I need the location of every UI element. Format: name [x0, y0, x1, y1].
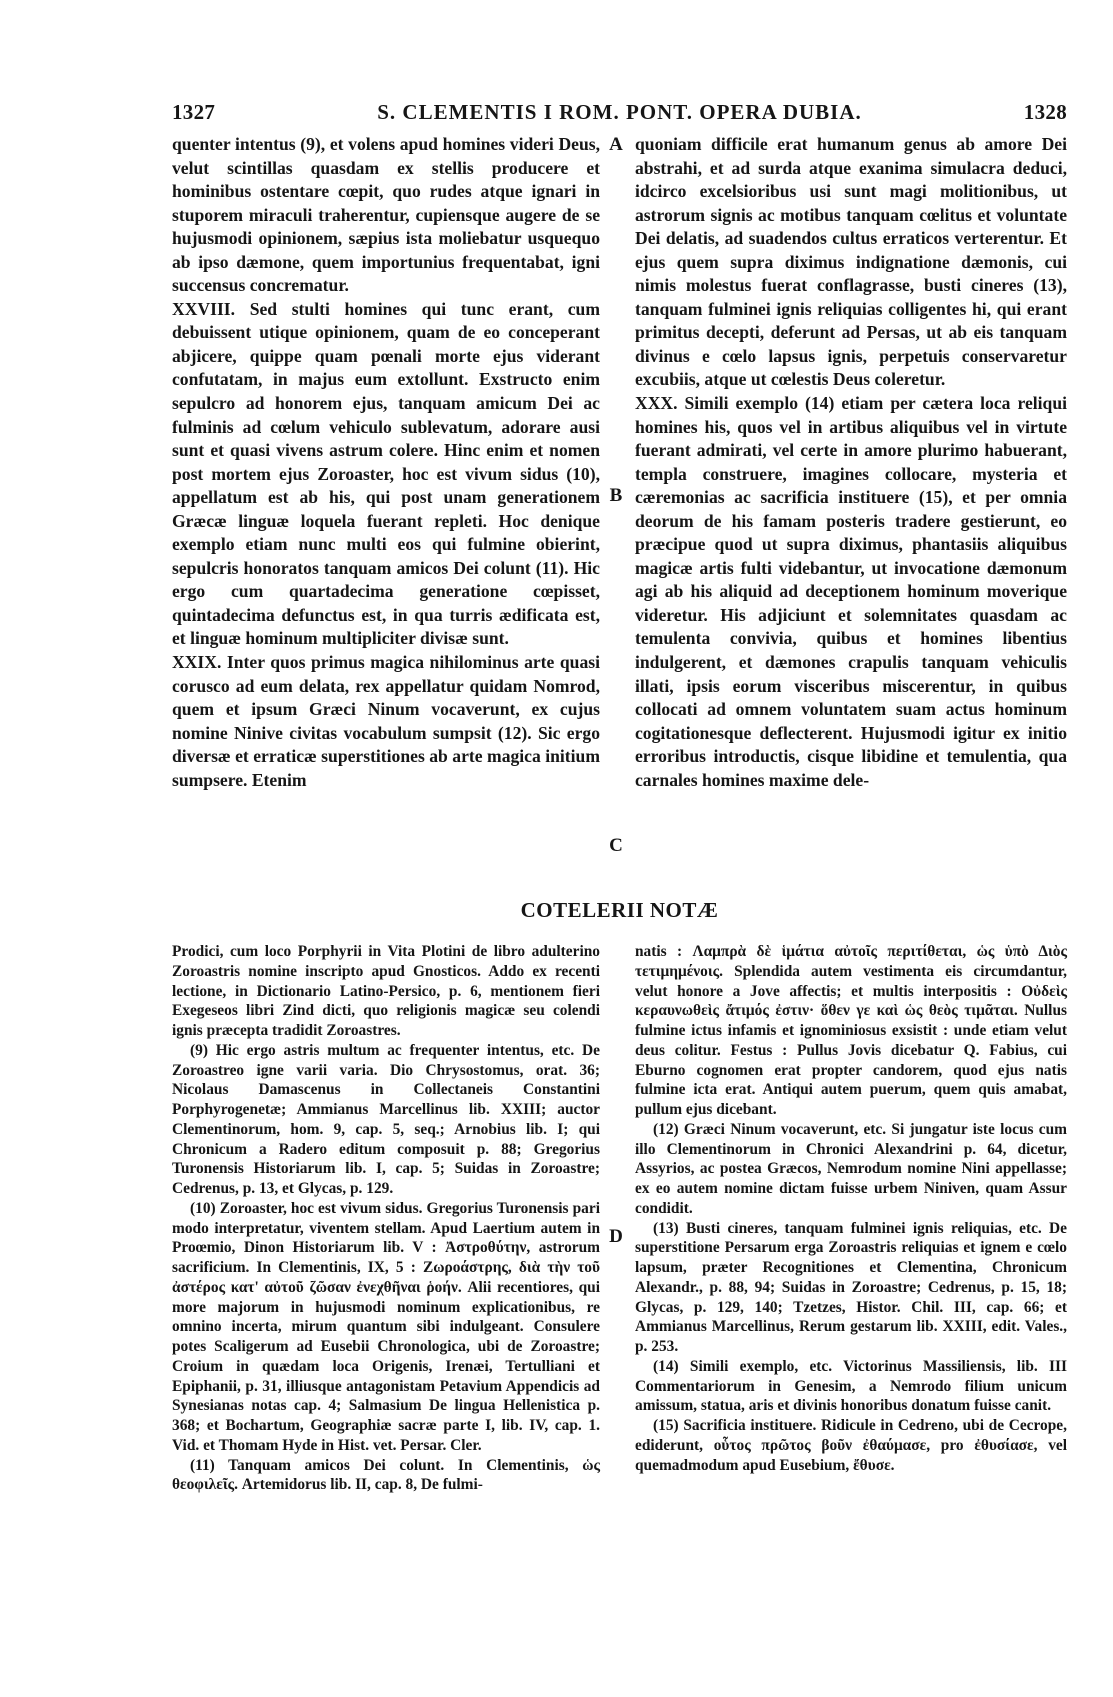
page-number-left: 1327	[172, 100, 216, 124]
note-9: (9) Hic ergo astris multum ac frequenter intentus, etc. De Zoroastreo igne varii varia. Dio Chrysostomus, orat. 36; Nicolaus Damascenus in Collectaneis Constantini Porphyrogenetæ; Ammianus Marcellinus lib. XXIII; auctor Clementinorum, hom. 9, cap. 5, seq.; Arnobius lib. I; qui Chronicum a Radero editum composuit p. 88; Gregorius Turonensis Historiarum lib. I, cap. 5; Suidas in Zoroastre; Cedrenus, p. 13, et Glycas, p. 129.	[172, 1041, 600, 1197]
note-15: (15) Sacrificia instituere. Ridicule in Cedreno, ubi de Cecrope, ediderunt, οὗτος πρῶτος βοῦν ἐθαύμασε, pro ἐθυσίασε, vel quemadmodum apud Eusebium, ἔθυσε.	[635, 1417, 1067, 1474]
notes-right-column	[635, 942, 1067, 1475]
paragraph-xxviii: XXVIII. Sed stulti homines qui tunc erant, cum debuissent utique opinionem, quam de eo conceperant abjicere, quippe quam pœnali morte ejus viderant confutatam, in majus eum extollunt. Exstructo enim sepulcro ad honorem ejus, tanquam amicum Dei ac fulminis ad cœlum vehiculo sublevatum, adorare ausi sunt et quasi vivens astrum colere. Hinc enim et nomen post mortem ejus Zoroaster, hoc est vivum sidus (10), appellatum est ab his, qui post unam generationem Græcæ linguæ loquela fuerant repleti. Hoc denique exemplo etiam nunc multi eos qui fulmine obierint, sepulcris honoratos tanquam amicos Dei colunt (11). Hic ergo cum quartadecima generatione cœpisset, quintadecima defunctus est, in qua turris ædificata est, et linguæ hominum multipliciter divisæ sunt.	[172, 298, 600, 649]
paragraph: quenter intentus (9), et volens apud homines videri Deus, velut scintillas quasdam ex stellis producere et hominibus ostentare cœpit, quo rudes atque ignari in stuporem miraculi traherentur, cupiensque augere de se hujusmodi opinionem, sæpius ista moliebatur usquequo ab ipso dæmone, quem importunius frequentabat, igni succensus concrematur.	[172, 134, 600, 296]
note-continuation: Prodici, cum loco Porphyrii in Vita Plotini de libro adulterino Zoroastris nomine inscripto apud Gnosticos. Addo ex recenti lectione, in Dictionario Latino-Persico, p. 6, mentionem fieri Exegeseos libri Zind dicti, quo religionis magicæ seu colendi ignis præcepta tradidit Zoroastres.	[172, 943, 600, 1039]
page-number-right: 1328	[1023, 100, 1067, 124]
notes-left-column	[172, 942, 600, 1495]
note-11-continuation: natis : Λαμπρὰ δὲ ἱμάτια αὐτοῖς περιτίθεται, ὡς ὑπὸ Διὸς τετιμημένοις. Splendida autem vestimenta eis circumdantur, velut honore a Jove affectis; et multis interpositis : Οὐδεὶς κεραυνωθεὶς ἄτιμός ἐστιν· ὅθεν γε καὶ ὡς θεὸς τιμᾶται. Nullus fulmine ictus infamis et ignominiosus exsistit : unde etiam velut deus colitur. Festus : Pullus Jovis dicebatur Q. Fabius, cui Eburno cognomen erat propter candorem, quod ejus natis fulmine icta erat. Antiqui autem puerum, quem quis amabat, pullum ejus dicebant.	[635, 943, 1067, 1118]
section-marker-a: A	[609, 134, 623, 155]
section-marker-d: D	[609, 1226, 623, 1247]
running-title: S. CLEMENTIS I ROM. PONT. OPERA DUBIA.	[377, 100, 862, 124]
note-13: (13) Busti cineres, tanquam fulminei ignis reliquias, etc. De superstitione Persarum erga Zoroastris reliquias et ignem e cœlo lapsum, præter Recognitiones et Clementina, Chronicum Alexandr., p. 88, 94; Suidas in Zoroastre; Cedrenus, p. 15, 18; Glycas, p. 129, 140; Tzetzes, Histor. Chil. III, cap. 66; et Ammianus Marcellinus, Rerum gestarum lib. XXIII, edit. Vales., p. 253.	[635, 1219, 1067, 1355]
note-14: (14) Simili exemplo, etc. Victorinus Massiliensis, lib. III Commentariorum in Genesim, a Nemrodo filium unicum amissum, statua, aris et divinis honoribus donatum fuisse canit.	[635, 1357, 1067, 1415]
section-marker-b: B	[609, 485, 623, 506]
paragraph-xxx: XXX. Simili exemplo (14) etiam per cætera loca reliqui homines his, quos vel in artibus aliquibus vel in virtute fuerant admirati, vel certe in amore plurimo habuerant, templa construere, imagines collocare, mysteria et cæremonias ac sacrificia instituere (15), et per omnia deorum de his famam posteris tradere gestierunt, eo præcipue quod ut supra diximus, phantasiis aliquibus magicæ artis fulti videbantur, ut invocatione dæmonum agi ab his aliquid ad deceptionem hominum moverique videretur. His adjiciunt et solemnitates quasdam ac temulenta convivia, quibus et homines libentius indulgerent, et dæmones crapulis tanquam vehiculis illati, ipsis eorum visceribus miscerentur, in quibus collocati ad omnem voluntatem suam actus hominum cogitationesque deflecterent. Hujusmodi igitur ex initio erroribus introductis, cisque libidine et temulentia, qua carnales homines maxime dele-	[635, 393, 1067, 790]
note-11: (11) Tanquam amicos Dei colunt. In Clementinis, ὡς θεοφιλεῖς. Artemidorus lib. II, cap. 8, De fulmi-	[172, 1456, 600, 1494]
main-text-right-column	[635, 133, 1067, 792]
paragraph: quoniam difficile erat humanum genus ab amore Dei abstrahi, et ad surda atque exanima simulacra deduci, idcirco excelsioribus usi sunt magi molitionibus, ut astrorum signis ac motibus tanquam cœlitus et voluntate Dei delatis, ad suadendos cultus erraticos verterentur. Et ejus quem supra diximus indignatione dæmonis, cui nimis molestus fuerat conflagrasse, busti cineres (13), tanquam fulminei ignis reliquias colligentes hi, qui erant primitus decepti, deferunt ad Persas, ut ab eis tanquam divinus e cœlo lapsus ignis, perpetuis conservaretur excubiis, atque ut cœlestis Deus coleretur.	[635, 134, 1067, 390]
note-12: (12) Græci Ninum vocaverunt, etc. Si jungatur iste locus cum illo Clementinorum in Chronici Alexandrini p. 64, dicetur, Assyrios, ac postea Græcos, Nemrodum nomine Nini appellasse; ex eo autem nomine dictam fuisse urbem Niniven, quam Assur condidit.	[635, 1120, 1067, 1217]
main-text-left-column	[172, 133, 600, 792]
note-10: (10) Zoroaster, hoc est vivum sidus. Gregorius Turonensis pari modo interpretatur, viventem stellam. Apud Laertium autem in Proœmio, Dinon Historiarum lib. V : Ἀστροθύτην, astrorum sacrificium. In Clementinis, IX, 5 : Ζωροάστρης, διὰ τὴν τοῦ ἀστέρος κατ' αὐτοῦ ζῶσαν ἐνεχθῆναι ῥοήν. Alii recentiores, qui more majorum in hujusmodi nominum explicationibus, re omnino incerta, mirum quantum sibi indulgeant. Consulere potes Scaligerum ad Eusebii Chronologica, ubi de Zoroastre; Croium in quædam loca Origenis, Irenæi, Tertulliani et Epiphanii, p. 31, illiusque antagonistam Petavium Appendicis ad Synesianas notas cap. 4; Salmasium De lingua Hellenistica p. 368; et Bochartum, Geographiæ sacræ parte I, lib. IV, cap. 1. Vid. et Thomam Hyde in Hist. vet. Persar. Cler.	[172, 1199, 600, 1454]
notes-title: COTELERII NOTÆ	[520, 898, 719, 922]
paragraph-xxix: XXIX. Inter quos primus magica nihilominus arte quasi corusco ad eum delata, rex appellatur quidam Nomrod, quem et ipsum Græci Ninum vocaverunt, ex cujus nomine Ninive civitas vocabulum sumpsit (12). Sic ergo diversæ et erraticæ superstitiones ab arte magica initium sumpsere. Etenim	[172, 652, 600, 790]
running-header	[172, 100, 1067, 130]
section-marker-c: C	[609, 835, 623, 856]
